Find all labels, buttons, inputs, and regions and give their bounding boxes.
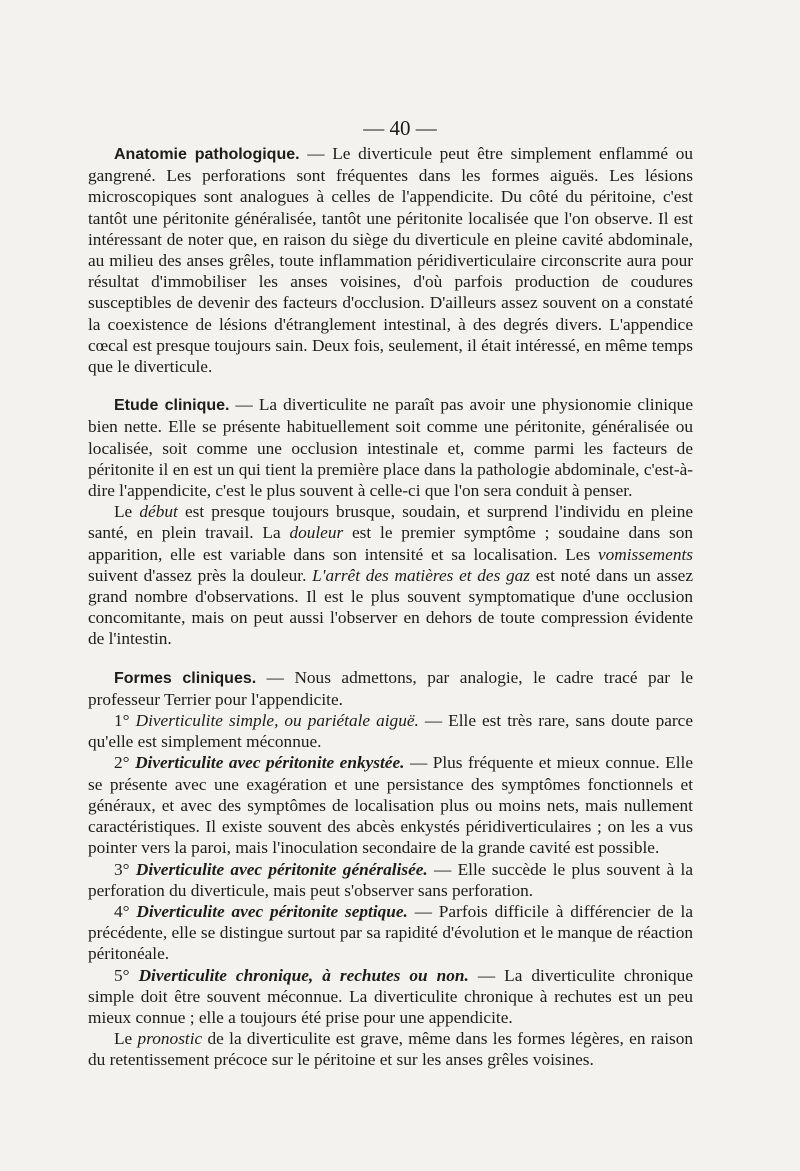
forme-title: Diverticulite chronique, à rechutes ou non. — [138, 965, 469, 985]
etude-paragraph — [88, 394, 693, 501]
forme-title: Diverticulite avec péritonite septique. — [136, 901, 408, 921]
formes-heading: Formes cliniques. — [114, 669, 257, 687]
forme-text: — Parfois difficile à différencier de la précédente, elle se distingue surtout par sa rapidité d'évolution et le manque de réaction péritonéale. — [88, 901, 693, 964]
forme-text: — La diverticulite chronique simple doit être souvent méconnue. La diverticulite chronique à rechutes est un peu mieux connue ; elle a toujours été prise pour une appendicite. — [88, 965, 693, 1027]
etude-paragraph-2 — [88, 501, 693, 649]
etude-p2-text-b: est presque toujours brusque, soudain, et surprend l'individu en pleine santé, en plein travail. La — [88, 502, 694, 543]
pronostic-text-a: Le — [114, 1029, 138, 1049]
forme-item — [88, 859, 693, 901]
etude-p2-text-c: est le premier symptôme ; soudaine dans son apparition, elle est variable dans son intensité et sa localisation. Les — [88, 523, 693, 564]
vomissements-term: vomissements — [597, 544, 693, 564]
forme-number: 2° — [114, 753, 130, 773]
anatomie-text: — Le diverticule peut être simplement enflammé ou gangrené. Les perforations sont fréquentes dans les formes aiguës. Les lésions microscopiques sont analogues à celles de l'appendicite. Du côté du péritoine, c'est tantôt une péritonite généralisée, tantôt une péritonite localisée que l'on observe. Il est intéressant de noter que, en raison du siège du diverticule en pleine cavité abdominale, au milieu des anses grêles, toute inflammation péridiverticulaire circonscrite aura pour résultat d'immobiliser les anses voisines, d'où parfois production de coudures susceptibles de devenir des facteurs d'occlusion. D'ailleurs assez souvent on a constaté la coexistence de lésions d'étranglement intestinal, à des degrés divers. L'appendice cœcal est presque toujours sain. Deux fois, seulement, il était intéressé, en même temps que le diverticule. — [88, 144, 694, 377]
forme-text: — Elle est très rare, sans doute parce qu'elle est simplement méconnue. — [88, 711, 693, 752]
etude-p2-text-d: suivent d'assez près la douleur. — [88, 565, 313, 585]
forme-title: Diverticulite avec péritonite généralisée. — [135, 859, 428, 879]
etude-text: — La diverticulite ne paraît pas avoir une physionomie clinique bien nette. Elle se présente habituellement soit comme une péritonite, généralisée ou localisée, soit comme une occlusion intestinale et, comme parmi les facteurs de péritonite il en est un qui tient la première place dans la pathologie abdominale, c'est-à-dire l'appendicite, c'est le plus souvent à celle-ci que l'on sera conduit à penser. — [88, 395, 693, 501]
page-number: — 40 — — [363, 116, 437, 140]
body-text — [88, 143, 693, 1071]
formes-text: — Nous admettons, par analogie, le cadre tracé par le professeur Terrier pour l'appendicite. — [88, 667, 693, 709]
formes-paragraph — [88, 667, 693, 710]
forme-title: Diverticulite simple, ou pariétale aiguë. — [135, 711, 419, 731]
anatomie-heading: Anatomie pathologique. — [114, 146, 300, 163]
pronostic-text-b: de la diverticulite est grave, même dans les formes légères, en raison du retentissement précoce sur le péritoine et sur les anses grêles voisines. — [88, 1029, 693, 1070]
forme-item — [88, 901, 693, 965]
forme-item — [88, 752, 693, 858]
forme-text: — Elle succède le plus souvent à la perforation du diverticule, mais peut s'observer sans perforation. — [88, 859, 693, 900]
forme-number: 3° — [114, 859, 130, 879]
forme-item — [88, 710, 693, 752]
pronostic-term: pronostic — [137, 1029, 203, 1049]
anatomie-paragraph — [88, 143, 693, 377]
forme-title: Diverticulite avec péritonite enkystée. — [135, 753, 405, 773]
forme-number: 5° — [114, 965, 130, 985]
douleur-term: douleur — [289, 523, 344, 543]
forme-item — [88, 965, 693, 1029]
etude-p2-text-a: Le — [114, 502, 140, 522]
pronostic-paragraph — [88, 1028, 693, 1070]
etude-p2-text-e: est noté dans un assez grand nombre d'observations. Il est le plus souvent symptomatique d'une occlusion concomitante, mais on peut aussi l'observer en dehors de toute compression évidente de l'intestin. — [88, 565, 693, 649]
etude-heading: Etude clinique. — [114, 397, 230, 415]
debut-term: début — [139, 502, 178, 522]
forme-number: 1° — [114, 711, 130, 731]
arret-term: L'arrêt des matières et des gaz — [312, 565, 531, 585]
forme-text: — Plus fréquente et mieux connue. Elle se présente avec une exagération et une persistance des symptômes fonctionnels et généraux, et avec des symptômes de localisation plus ou moins nets, mais nullement caractéristiques. Il existe souvent des abcès enkystés péridiverticulaires ; on les a vus pointer vers la paroi, mais l'inoculation secondaire de la grande cavité est possible. — [88, 753, 693, 858]
forme-number: 4° — [114, 901, 130, 921]
